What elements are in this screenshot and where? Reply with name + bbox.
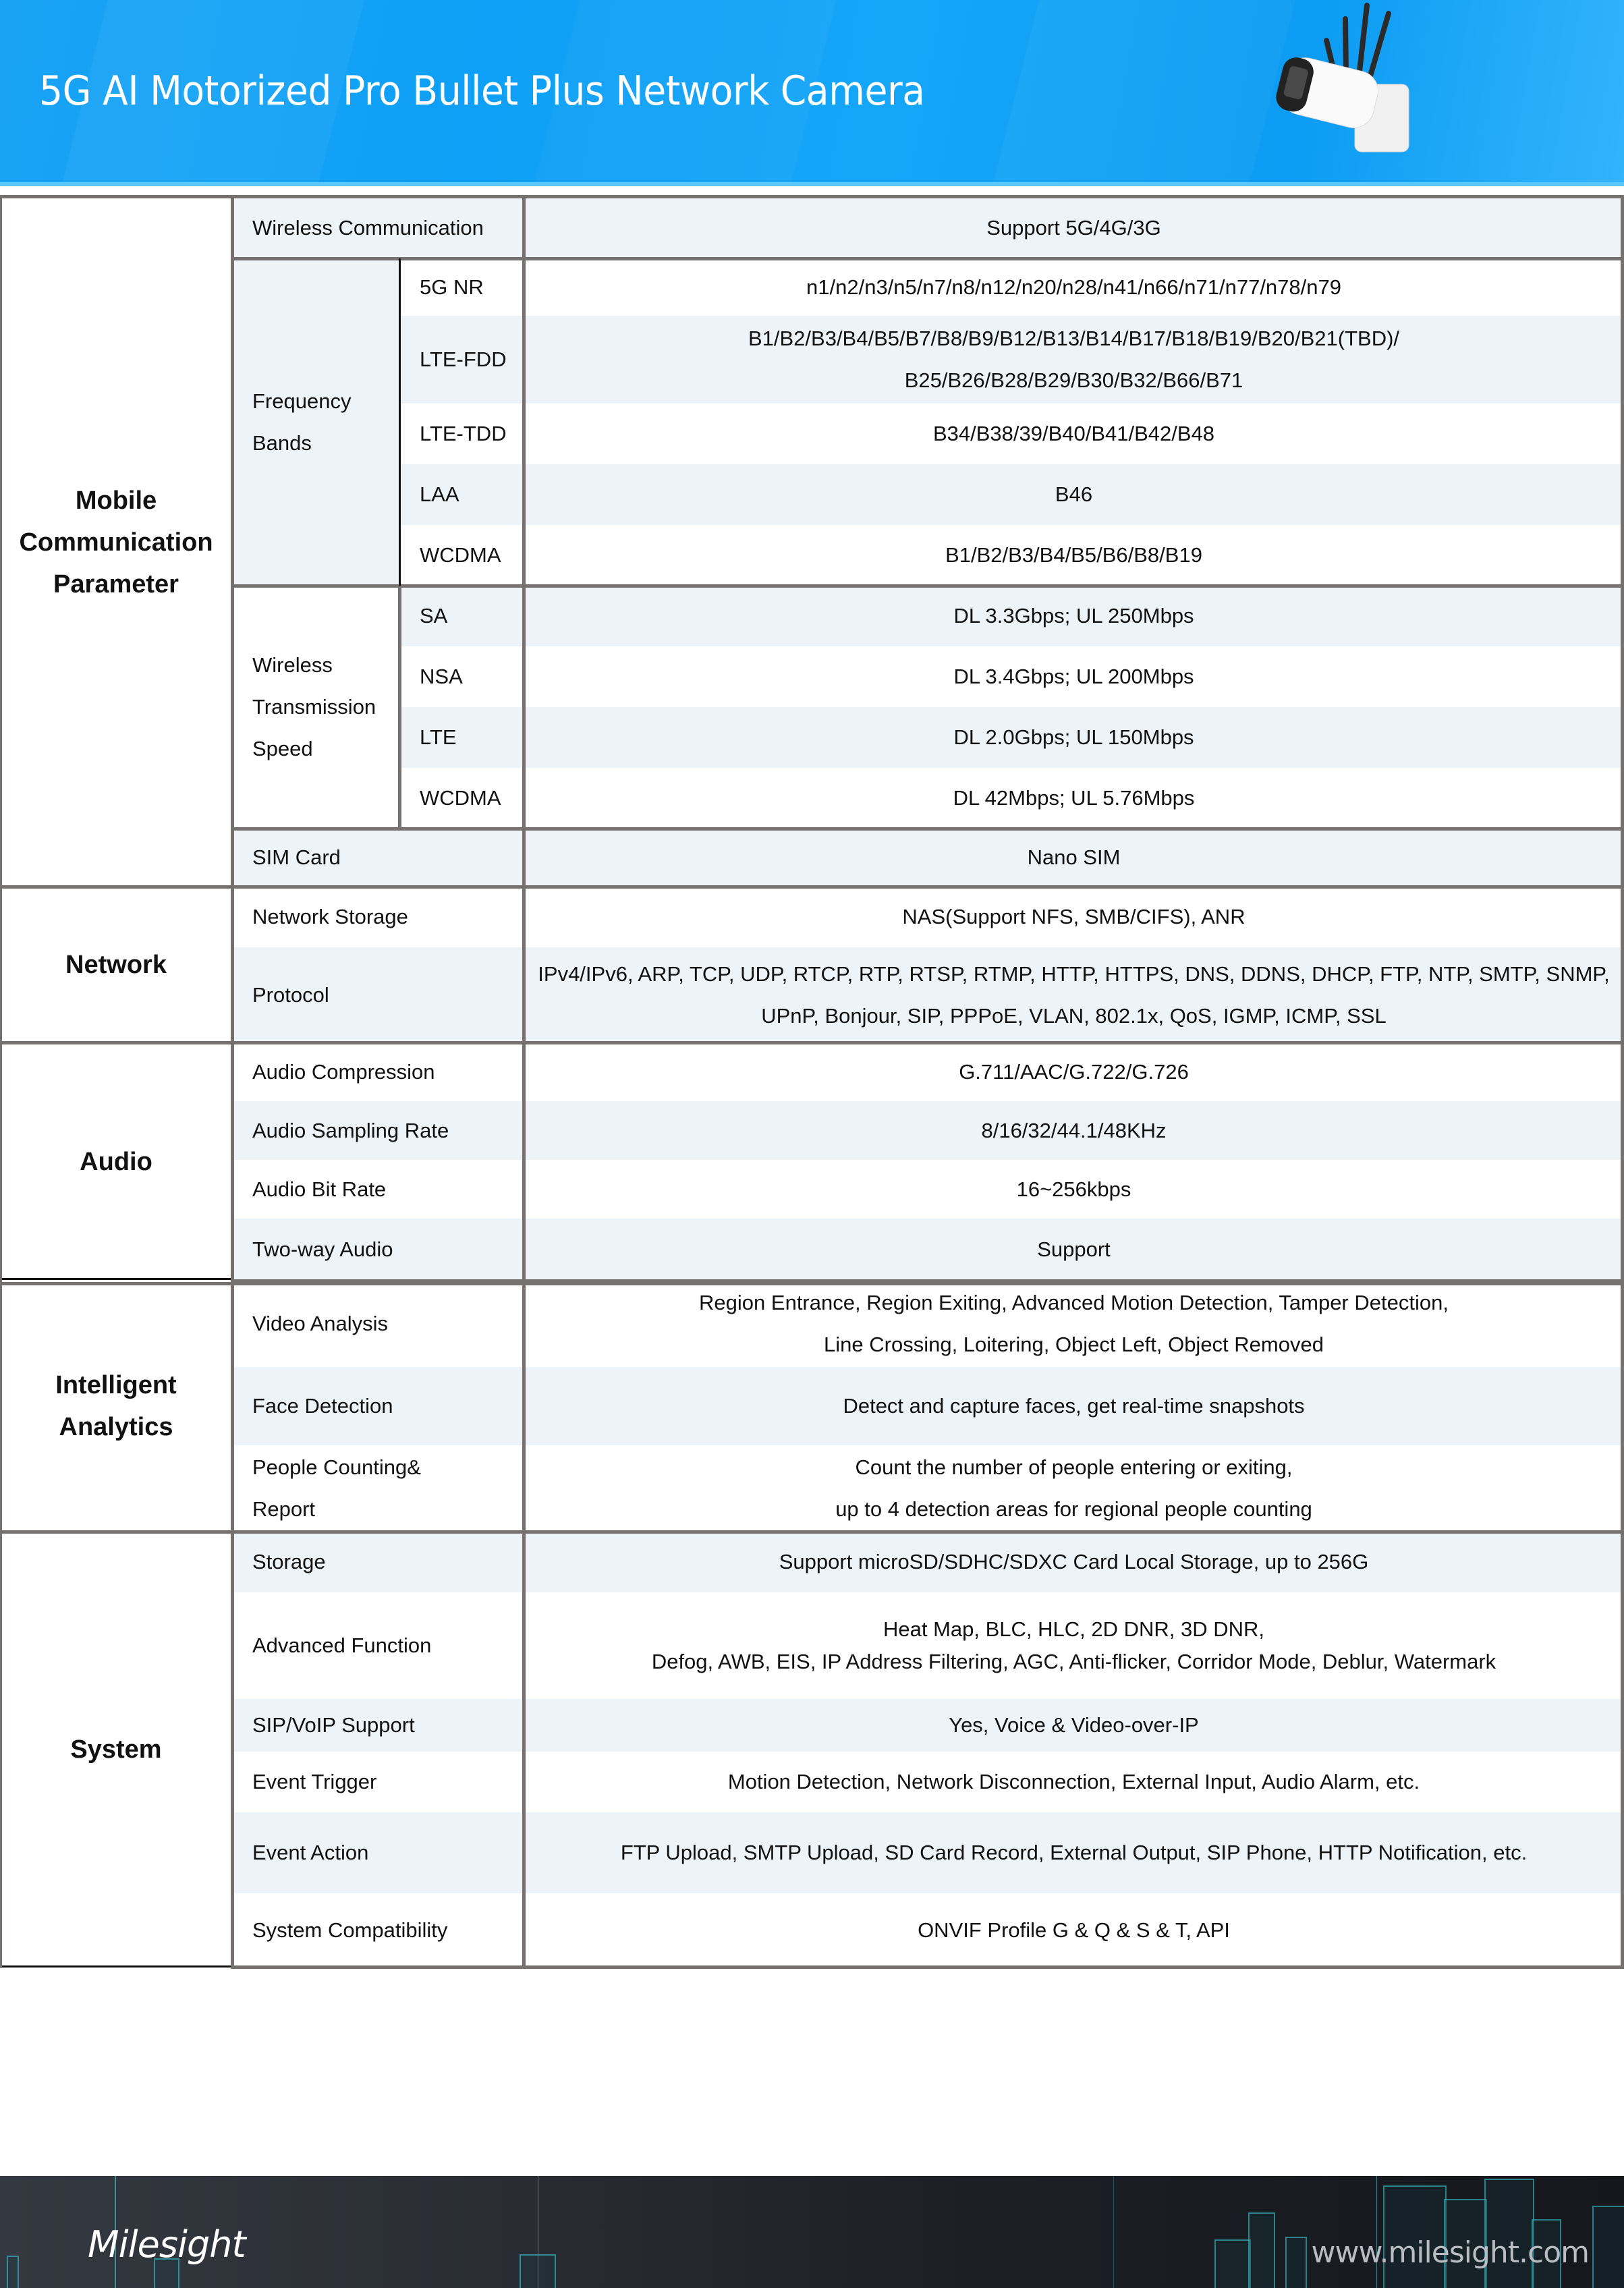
category-label: Mobile Communication Parameter [19,486,213,598]
label-text: Wireless Transmission Speed [252,653,376,760]
value-text: DL 3.4Gbps; UL 200Mbps [953,665,1194,688]
value-text: B34/B38/39/B40/B41/B42/B48 [932,422,1215,445]
label-text: SA [420,604,448,627]
value-text: B46 [1055,482,1093,506]
category-label: System [70,1735,162,1764]
category-network [0,887,232,1042]
band-label-wcdma [399,525,524,586]
value-text: DL 2.0Gbps; UL 150Mbps [953,725,1194,749]
spec-label-system-compatibility [232,1893,524,1967]
label-text: Frequency Bands [252,389,352,455]
value-text: Nano SIM [1027,845,1121,869]
value-text: Yes, Voice & Video-over-IP [949,1713,1199,1737]
band-value-lte-tdd [524,403,1624,464]
value-text: NAS(Support NFS, SMB/CIFS), ANR [902,905,1245,928]
spec-value-protocol [524,947,1624,1042]
band-value-laa [524,464,1624,525]
value-text: Region Entrance, Region Exiting, Advanced Motion Detection, Tamper Detection, Line Crossing, Loitering, Object Left, Object Removed [699,1291,1449,1356]
speed-label-wcdma [399,768,524,829]
label-text: WCDMA [420,786,501,810]
spec-value-network-storage [524,887,1624,947]
value-text: IPv4/IPv6, ARP, TCP, UDP, RTCP, RTP, RTSP, RTMP, HTTP, HTTPS, DNS, DDNS, DHCP, FTP, NTP, SMTP, SNMP, UPnP, Bonjour, SIP, PPPoE, VLAN, 802.1x, QoS, IGMP, ICMP, SSL [538,961,1610,1028]
value-text: Detect and capture faces, get real-time snapshots [843,1394,1305,1418]
value-text: n1/n2/n3/n5/n7/n8/n12/n20/n28/n41/n66/n71/n77/n78/n79 [806,275,1341,299]
band-label-lte-fdd [399,316,524,403]
label-text: Storage [252,1550,326,1573]
spec-label-frequency-bands [232,258,399,586]
spec-value-video-analysis [524,1281,1624,1367]
spec-value-audio-sampling-rate [524,1101,1624,1160]
value-text: 16~256kbps [1016,1177,1131,1201]
value-text: B1/B2/B3/B4/B5/B7/B8/B9/B12/B13/B14/B17/B18/B19/B20/B21(TBD)/ B25/B26/B28/B29/B30/B32/B66/B71 [748,327,1400,392]
speed-label-sa [399,586,524,646]
spec-value-event-action [524,1812,1624,1893]
label-text: Audio Sampling Rate [252,1118,449,1142]
value-text: G.711/AAC/G.722/G.726 [959,1059,1189,1084]
footer-decoration [7,2256,19,2288]
value-text: DL 42Mbps; UL 5.76Mbps [953,786,1195,810]
spec-label-two-way-audio [232,1219,524,1281]
value-text: FTP Upload, SMTP Upload, SD Card Record, External Output, SIP Phone, HTTP Notification, etc. [620,1841,1528,1864]
page-title: 5G AI Motorized Pro Bullet Plus Network Camera [39,67,925,115]
label-text: 5G NR [420,275,484,299]
spec-label-face-detection [232,1367,524,1445]
spec-value-sip-voip [524,1699,1624,1752]
footer-decoration [1113,2176,1114,2288]
label-text: Audio Compression [252,1059,435,1084]
spec-label-audio-sampling-rate [232,1101,524,1160]
spec-value-wireless-communication [524,198,1624,258]
label-text: Face Detection [252,1394,393,1418]
label-text: Protocol [252,982,329,1007]
spec-label-audio-bit-rate [232,1160,524,1219]
milesight-logo: Milesight [88,2223,246,2266]
spec-value-two-way-audio [524,1219,1624,1281]
speed-value-sa [524,586,1624,646]
camera-image [1255,0,1457,162]
footer-decoration [1592,2206,1624,2288]
spec-label-advanced-function [232,1592,524,1699]
label-text: System Compatibility [252,1918,448,1942]
footer-decoration [1484,2179,1534,2288]
spec-value-advanced-function [524,1592,1624,1699]
band-value-lte-fdd [524,316,1624,403]
banner-decoration [978,0,1302,186]
category-audio [0,1042,232,1281]
label-text: LTE-FDD [420,347,507,371]
spec-label-network-storage [232,887,524,947]
label-text: SIM Card [252,845,341,869]
spec-value-audio-compression [524,1042,1624,1101]
label-text: LTE-TDD [420,422,507,445]
label-text: Network Storage [252,905,408,928]
footer-decoration [1214,2239,1251,2288]
value-text: 8/16/32/44.1/48KHz [981,1118,1167,1142]
speed-value-wcdma [524,768,1624,829]
spec-label-people-counting [232,1445,524,1532]
band-value-wcdma [524,525,1624,586]
category-label: Intelligent Analytics [55,1371,177,1441]
band-label-laa [399,464,524,525]
label-text: Wireless Communication [252,216,484,240]
speed-value-lte [524,707,1624,768]
value-text: DL 3.3Gbps; UL 250Mbps [953,604,1194,627]
band-label-5g-nr [399,258,524,316]
spec-value-storage [524,1532,1624,1592]
value-text: B1/B2/B3/B4/B5/B6/B8/B19 [945,543,1202,567]
label-text: LTE [420,725,457,749]
label-text: SIP/VoIP Support [252,1713,415,1737]
label-text: NSA [420,665,463,688]
footer [0,2176,1624,2288]
footer-decoration [1248,2212,1275,2288]
category-label: Network [65,950,167,979]
footer-decoration [520,2254,556,2288]
spec-label-audio-compression [232,1042,524,1101]
value-text: Support 5G/4G/3G [986,216,1161,240]
spec-label-event-action [232,1812,524,1893]
spec-value-system-compatibility [524,1893,1624,1967]
label-text: Video Analysis [252,1312,389,1335]
spec-label-transmission-speed [232,586,399,829]
footer-decoration [1376,2176,1377,2288]
label-text: LAA [420,482,459,506]
spec-label-event-trigger [232,1752,524,1812]
spec-label-sim-card [232,829,524,887]
label-text: Audio Bit Rate [252,1177,387,1201]
label-text: Event Trigger [252,1770,377,1793]
value-text: Heat Map, BLC, HLC, 2D DNR, 3D DNR, Defog, AWB, EIS, IP Address Filtering, AGC, Anti-flicker, Corridor Mode, Deblur, Watermark [651,1617,1496,1673]
label-text: People Counting& Report [252,1455,421,1521]
spec-label-protocol [232,947,524,1042]
speed-label-nsa [399,646,524,707]
speed-label-lte [399,707,524,768]
spec-value-people-counting [524,1445,1624,1532]
value-text: Support microSD/SDHC/SDXC Card Local Storage, up to 256G [779,1550,1369,1573]
label-text: Two-way Audio [252,1237,393,1261]
category-label: Audio [80,1147,152,1176]
spec-label-video-analysis [232,1281,524,1367]
spec-value-face-detection [524,1367,1624,1445]
spec-value-sim-card [524,829,1624,887]
spec-label-wireless-communication [232,198,524,258]
category-mobile-communication [0,198,232,887]
category-intelligent-analytics [0,1281,232,1532]
label-text: Event Action [252,1841,369,1864]
spec-value-audio-bit-rate [524,1160,1624,1219]
label-text: WCDMA [420,543,501,567]
category-system [0,1532,232,1967]
spec-label-sip-voip [232,1699,524,1752]
value-text: ONVIF Profile G & Q & S & T, API [918,1918,1230,1942]
spec-label-storage [232,1532,524,1592]
header-banner [0,0,1624,186]
band-label-lte-tdd [399,403,524,464]
value-text: Count the number of people entering or exiting, up to 4 detection areas for regional people counting [835,1455,1312,1521]
band-value-5g-nr [524,258,1624,316]
speed-value-nsa [524,646,1624,707]
footer-decoration [1285,2237,1307,2288]
value-text: Support [1037,1237,1111,1261]
spec-value-event-trigger [524,1752,1624,1812]
website-link[interactable]: www.milesight.com [1311,2235,1589,2270]
value-text: Motion Detection, Network Disconnection, External Input, Audio Alarm, etc. [727,1770,1420,1793]
label-text: Advanced Function [252,1634,432,1657]
